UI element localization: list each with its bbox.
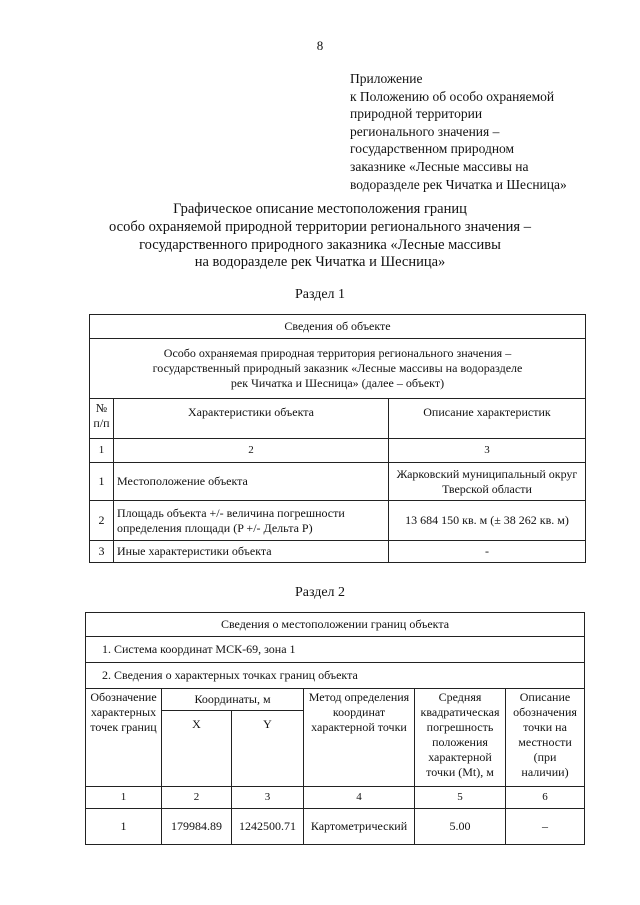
object-name-line: рек Чичатка и Шесница» (далее – объект): [230, 376, 445, 390]
header-point-description: Описание обозначения точки на местности (при наличии): [506, 689, 585, 787]
section-1-heading: Раздел 1: [294, 287, 346, 302]
col-number: 6: [506, 787, 585, 809]
point-y: 1242500.71: [232, 809, 304, 845]
appendix-line: водоразделе рек Чичатка и Шесница»: [350, 176, 567, 192]
object-info-table: [89, 314, 586, 563]
appendix-header: [350, 70, 567, 193]
header-description: Описание характеристик: [389, 399, 586, 439]
header-y: Y: [232, 711, 304, 787]
row-name: Местоположение объекта: [114, 463, 389, 501]
header-method: Метод определения координат характерной точки: [304, 689, 415, 787]
section-2-heading: Раздел 2: [294, 585, 346, 600]
title-line: государственного природного заказника «Лесные массивы: [139, 236, 501, 253]
col-number: 1: [90, 439, 114, 463]
document-title: [90, 201, 550, 272]
page-number: 8: [316, 38, 324, 53]
col-number: 2: [114, 439, 389, 463]
col-number: 2: [162, 787, 232, 809]
appendix-line: природной территории: [350, 106, 483, 122]
header-error: Средняя квадратическая погрешность положения характерной точки (Мt), м: [415, 689, 506, 787]
appendix-line: государственном природном: [350, 141, 515, 157]
col-number: 3: [389, 439, 586, 463]
point-method: Картометрический: [304, 809, 415, 845]
title-line: особо охраняемой природной территории регионального значения –: [109, 218, 531, 235]
row-num: 1: [90, 463, 114, 501]
header-num: № п/п: [90, 399, 114, 439]
header-coordinates: Координаты, м: [162, 689, 304, 711]
points-info-title: 2. Сведения о характерных точках границ объекта: [86, 663, 585, 689]
col-number: 4: [304, 787, 415, 809]
object-name-cell: [90, 339, 586, 399]
object-table-title: Сведения об объекте: [90, 315, 586, 339]
row-value: 13 684 150 кв. м (± 38 262 кв. м): [389, 501, 586, 541]
title-line: Графическое описание местоположения границ: [173, 201, 467, 217]
col-number: 3: [232, 787, 304, 809]
header-characteristics: Характеристики объекта: [114, 399, 389, 439]
point-designation: 1: [86, 809, 162, 845]
boundary-table-title: Сведения о местоположении границ объекта: [86, 613, 585, 637]
header-x: X: [162, 711, 232, 787]
row-name: Иные характеристики объекта: [114, 541, 389, 563]
appendix-line: к Положению об особо охраняемой: [350, 88, 555, 104]
appendix-line: Приложение: [350, 71, 423, 86]
header-designation: Обозначение характерных точек границ: [86, 689, 162, 787]
point-error: 5.00: [415, 809, 506, 845]
point-description: –: [506, 809, 585, 845]
appendix-line: заказнике «Лесные массивы на: [350, 158, 529, 174]
object-name-line: государственный природный заказник «Лесные массивы на водоразделе: [152, 361, 523, 375]
row-value: -: [389, 541, 586, 563]
col-number: 1: [86, 787, 162, 809]
title-line: на водоразделе рек Чичатка и Шесница»: [194, 254, 446, 271]
appendix-line: регионального значения –: [350, 123, 500, 139]
row-value: Жарковский муниципальный округ Тверской области: [389, 463, 586, 501]
row-name: Площадь объекта +/- величина погрешности определения площади (P +/- Дельта P): [114, 501, 389, 541]
point-x: 179984.89: [162, 809, 232, 845]
coordinate-system: 1. Система координат МСК-69, зона 1: [86, 637, 585, 663]
col-number: 5: [415, 787, 506, 809]
row-num: 2: [90, 501, 114, 541]
object-name-line: Особо охраняемая природная территория регионального значения –: [163, 346, 512, 360]
row-num: 3: [90, 541, 114, 563]
boundary-points-table: [85, 612, 585, 845]
